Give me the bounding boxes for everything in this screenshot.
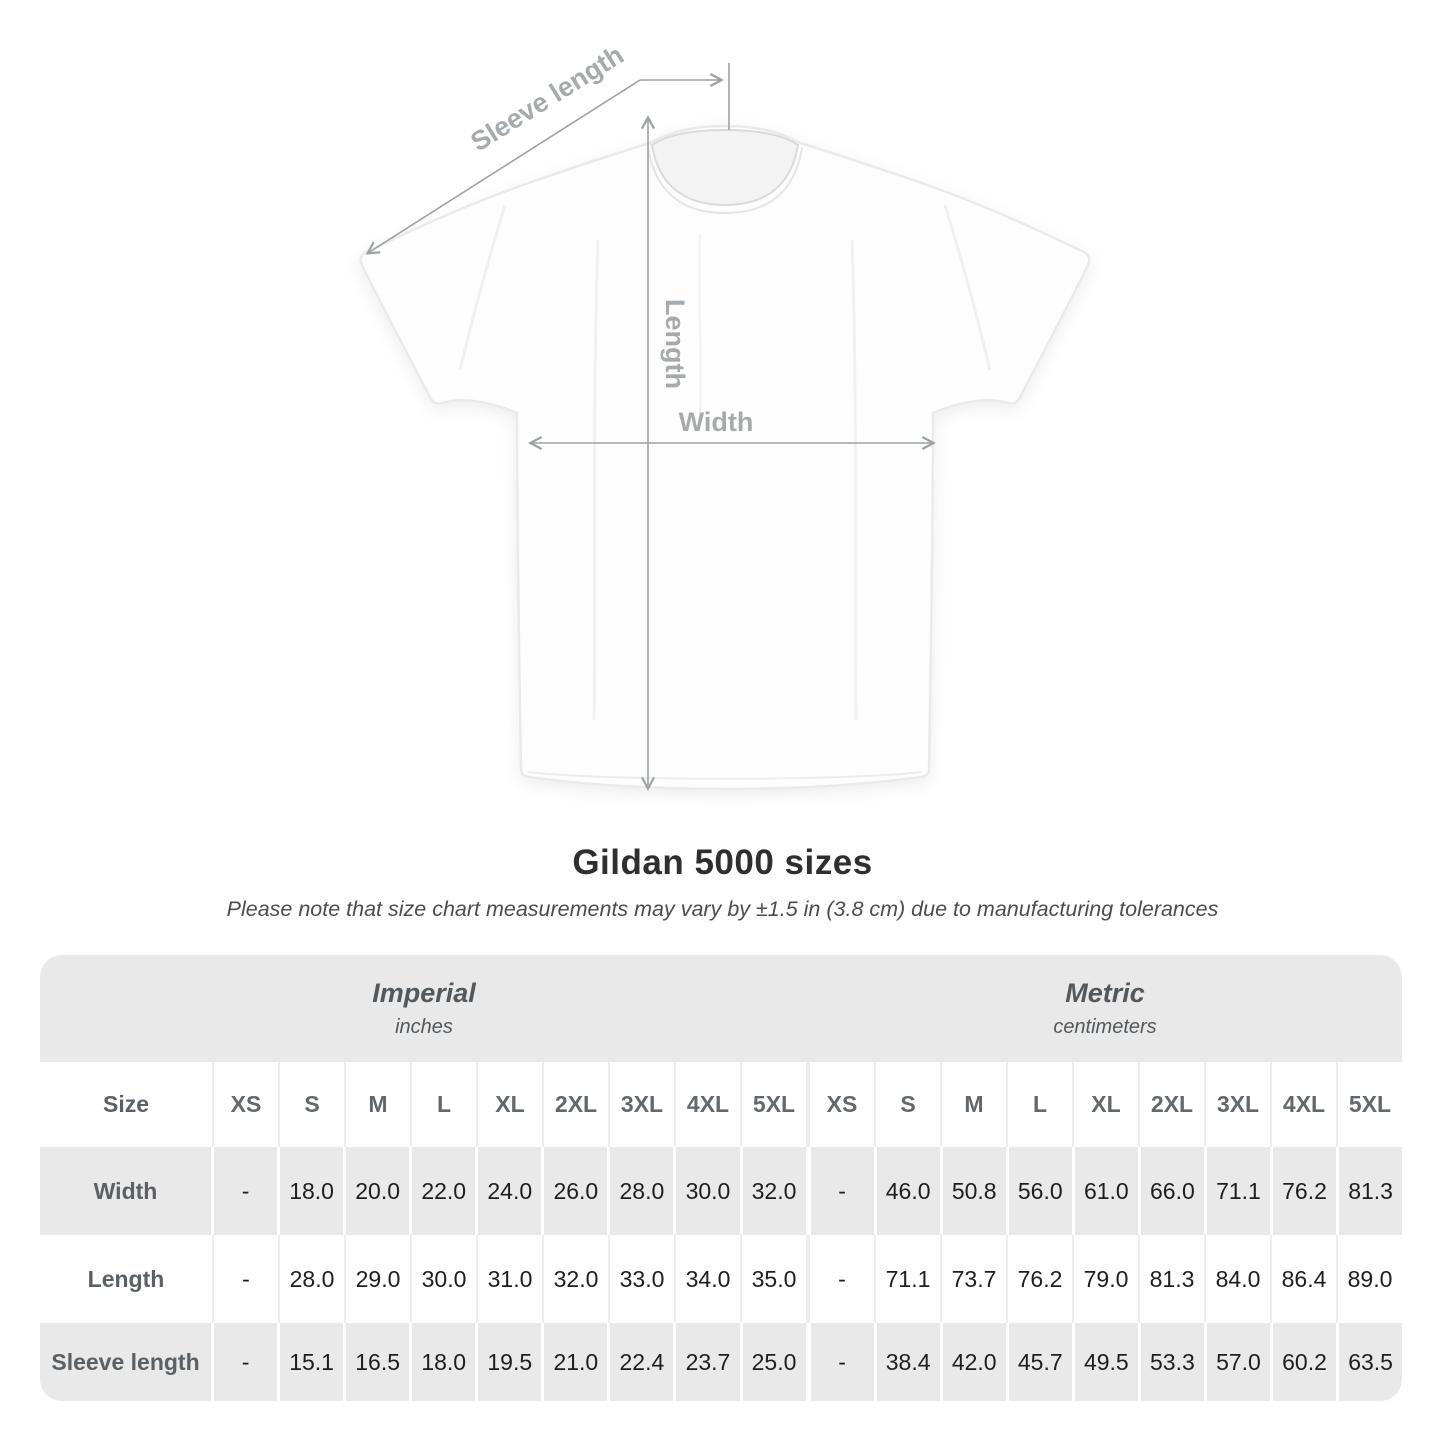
metric-title: Metric [1065,978,1145,1008]
cell-sleeve-length-metric-s: 38.4 [877,1323,943,1401]
size-col-imperial-xl: XL [478,1062,544,1147]
cell-width-imperial-s: 18.0 [280,1147,346,1235]
cell-sleeve-length-imperial-m: 16.5 [346,1323,412,1401]
size-col-imperial-3xl: 3XL [610,1062,676,1147]
cell-sleeve-length-imperial-xl: 19.5 [478,1323,544,1401]
size-col-imperial-s: S [280,1062,346,1147]
cell-width-imperial-4xl: 30.0 [676,1147,742,1235]
page-title: Gildan 5000 sizes [572,843,873,882]
cell-sleeve-length-imperial-4xl: 23.7 [676,1323,742,1401]
imperial-header [40,955,808,1062]
size-col-metric-xl: XL [1074,1062,1140,1147]
cell-length-metric-xs: - [810,1235,876,1323]
cell-sleeve-length-metric-5xl: 63.5 [1348,1348,1393,1375]
row-label-width: Width [40,1147,214,1235]
cell-length-imperial-xl: 31.0 [478,1235,544,1323]
cell-length-imperial-m: 29.0 [346,1235,412,1323]
tolerance-note: Please note that size chart measurements may vary by ±1.5 in (3.8 cm) due to manufacturing tolerances [226,897,1219,921]
cell-sleeve-length-metric-m: 42.0 [943,1323,1009,1401]
length-label: Length [660,299,690,389]
cell-width-metric-m: 50.8 [943,1147,1009,1235]
row-label-length: Length [40,1235,214,1323]
cell-sleeve-length-imperial-5xl: 25.0 [743,1323,811,1401]
size-col-imperial-l: L [412,1062,478,1147]
cell-length-imperial-3xl: 33.0 [610,1235,676,1323]
cell-width-metric-2xl: 66.0 [1141,1147,1207,1235]
cell-width-metric-l: 56.0 [1009,1147,1075,1235]
cell-length-metric-4xl: 86.4 [1272,1235,1338,1323]
cell-length-metric-5xl: 89.0 [1347,1265,1393,1292]
size-col-metric-s: S [876,1062,942,1147]
size-col-metric-xs: XS [810,1062,876,1147]
width-label: Width [678,407,754,437]
cell-sleeve-length-metric-xl: 49.5 [1075,1323,1141,1401]
cell-length-imperial-xs: - [214,1235,280,1323]
metric-header [808,955,1402,1062]
cell-sleeve-length-metric-4xl: 60.2 [1273,1323,1339,1401]
cell-length-metric-xl: 79.0 [1074,1235,1140,1323]
cell-width-imperial-xl: 24.0 [478,1147,544,1235]
cell-length-metric-s: 71.1 [876,1235,942,1323]
cell-width-imperial-xs: - [214,1147,280,1235]
cell-length-imperial-4xl: 34.0 [676,1235,742,1323]
cell-width-imperial-5xl: 32.0 [743,1147,811,1235]
size-col-imperial-m: M [346,1062,412,1147]
size-table [40,955,1402,1401]
cell-sleeve-length-metric-xs: - [811,1323,877,1401]
cell-width-imperial-3xl: 28.0 [610,1147,676,1235]
size-col-metric-5xl: 5XL [1348,1091,1392,1117]
cell-width-metric-3xl: 71.1 [1207,1147,1273,1235]
size-col-metric-l: L [1008,1062,1074,1147]
cell-length-imperial-l: 30.0 [412,1235,478,1323]
table-row-length [40,1235,1402,1323]
size-col-metric-m: M [942,1062,1008,1147]
unit-header-band [40,955,1402,1062]
cell-width-metric-s: 46.0 [877,1147,943,1235]
size-col-imperial-2xl: 2XL [544,1062,610,1147]
size-col-imperial-xs: XS [214,1062,280,1147]
cell-width-metric-4xl: 76.2 [1273,1147,1339,1235]
cell-sleeve-length-metric-3xl: 57.0 [1207,1323,1273,1401]
cell-sleeve-length-imperial-s: 15.1 [280,1323,346,1401]
cell-width-imperial-2xl: 26.0 [544,1147,610,1235]
tshirt-illustration [361,126,1090,789]
cell-length-imperial-2xl: 32.0 [544,1235,610,1323]
cell-sleeve-length-imperial-2xl: 21.0 [544,1323,610,1401]
table-body [40,1147,1402,1401]
cell-width-metric-5xl: 81.3 [1348,1177,1393,1204]
imperial-title: Imperial [372,978,476,1008]
cell-length-metric-l: 76.2 [1008,1235,1074,1323]
size-header-row [40,1062,1402,1147]
cell-width-metric-xl: 61.0 [1075,1147,1141,1235]
size-col-imperial-5xl: 5XL [742,1062,810,1147]
size-col-imperial-4xl: 4XL [676,1062,742,1147]
row-label-sleeve-length: Sleeve length [40,1323,214,1401]
table-row-sleeve-length [40,1323,1402,1401]
cell-width-imperial-l: 22.0 [412,1147,478,1235]
cell-length-imperial-5xl: 35.0 [742,1235,810,1323]
size-col-metric-4xl: 4XL [1272,1062,1338,1147]
cell-sleeve-length-imperial-xs: - [214,1323,280,1401]
imperial-unit: inches [395,1016,453,1038]
sleeve-length-label: Sleeve length [465,39,629,158]
size-col-metric-2xl: 2XL [1140,1062,1206,1147]
cell-sleeve-length-metric-2xl: 53.3 [1141,1323,1207,1401]
size-column-header: Size [40,1062,214,1147]
metric-unit: centimeters [1053,1016,1157,1038]
cell-width-metric-xs: - [811,1147,877,1235]
cell-width-imperial-m: 20.0 [346,1147,412,1235]
cell-sleeve-length-imperial-3xl: 22.4 [610,1323,676,1401]
table-row-width [40,1147,1402,1235]
size-col-metric-3xl: 3XL [1206,1062,1272,1147]
cell-length-metric-3xl: 84.0 [1206,1235,1272,1323]
cell-sleeve-length-imperial-l: 18.0 [412,1323,478,1401]
cell-sleeve-length-metric-l: 45.7 [1009,1323,1075,1401]
cell-length-imperial-s: 28.0 [280,1235,346,1323]
cell-length-metric-2xl: 81.3 [1140,1235,1206,1323]
cell-length-metric-m: 73.7 [942,1235,1008,1323]
